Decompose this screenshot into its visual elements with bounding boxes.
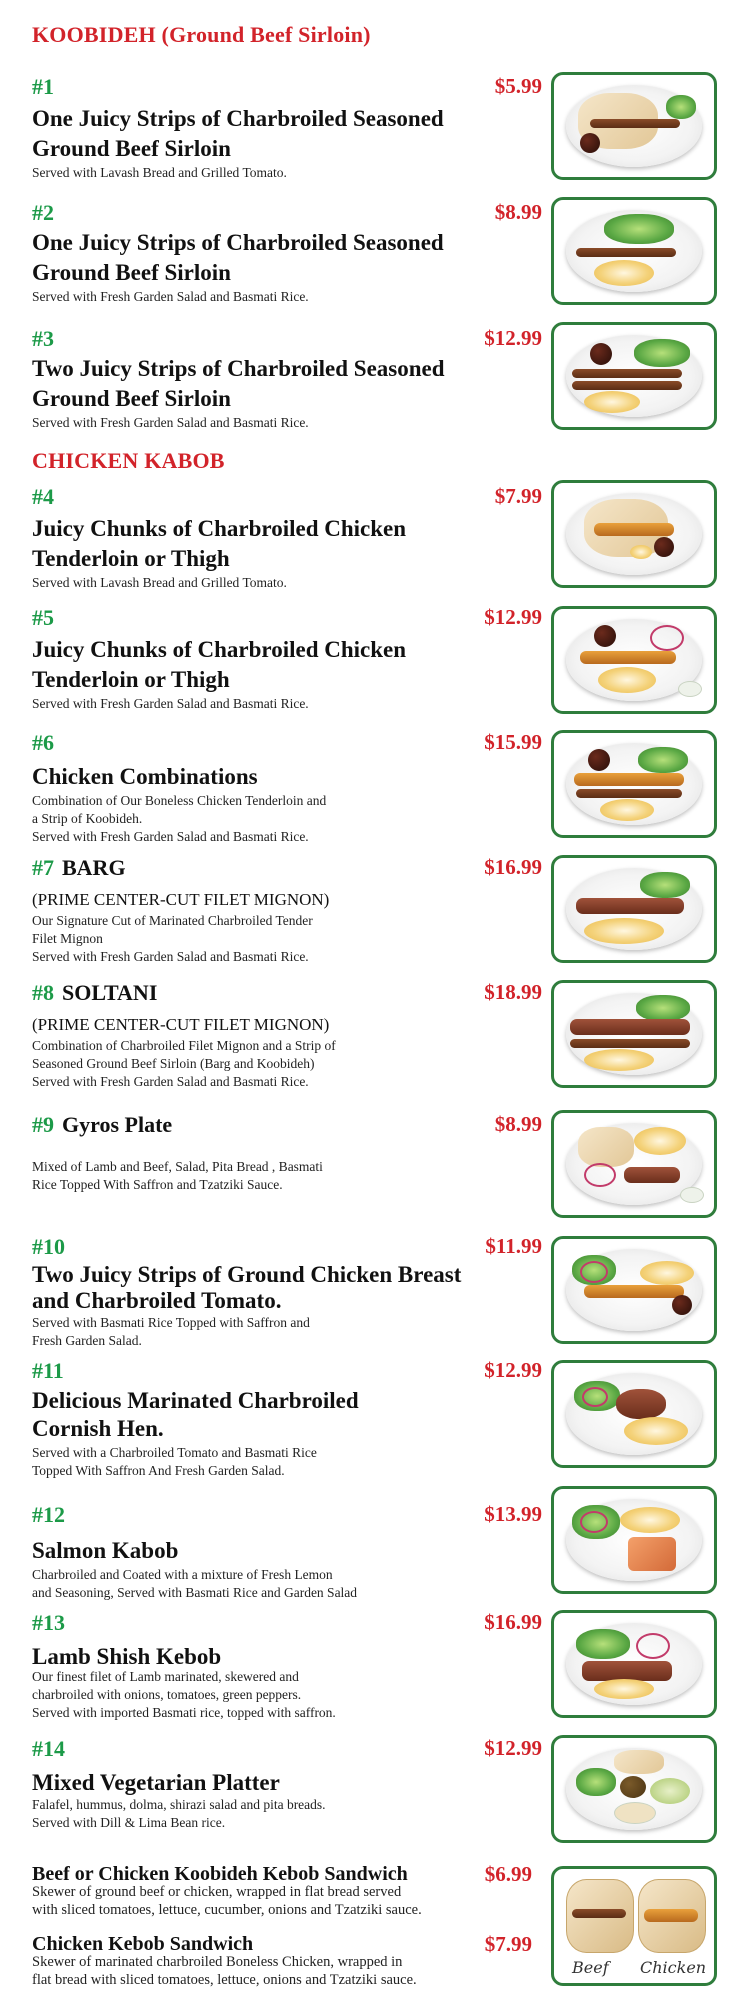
chicken-lavash-plate-icon — [551, 480, 717, 588]
item-price: $18.99 — [484, 980, 542, 1004]
item-number: #3 — [32, 326, 54, 351]
item-number: #14 — [32, 1736, 65, 1761]
item-title-line: One Juicy Strips of Charbroiled Seasoned — [32, 230, 444, 255]
item-price: $15.99 — [484, 730, 542, 754]
item-price: $12.99 — [484, 326, 542, 350]
vegetarian-platter-icon — [551, 1735, 717, 1843]
item-description: Served with imported Basmati rice, topped with saffron. — [32, 1705, 336, 1720]
item-title-line: Two Juicy Strips of Ground Chicken Breast — [32, 1262, 462, 1287]
barg-plate-icon — [551, 855, 717, 963]
item-description: Served with Dill & Lima Bean rice. — [32, 1815, 226, 1830]
salmon-plate-icon — [551, 1486, 717, 1594]
item-price: $12.99 — [484, 605, 542, 629]
item-title-line: Delicious Marinated Charbroiled — [32, 1388, 359, 1413]
menu-item — [32, 1610, 542, 1730]
section-header-chicken: CHICKEN KABOB — [32, 448, 225, 473]
menu-item — [32, 605, 542, 711]
item-price: $7.99 — [494, 484, 542, 508]
item-price: $13.99 — [484, 1502, 542, 1526]
item-title: SOLTANI — [62, 980, 158, 1005]
item-description: Fresh Garden Salad. — [32, 1333, 142, 1348]
item-price: $16.99 — [484, 1610, 542, 1634]
item-price: $8.99 — [494, 1112, 542, 1136]
item-price: $16.99 — [484, 855, 542, 879]
item-number: #11 — [32, 1358, 64, 1383]
sandwich-price: $7.99 — [484, 1932, 532, 1956]
item-title-line: Juicy Chunks of Charbroiled Chicken — [32, 516, 407, 541]
sandwich-description: Skewer of ground beef or chicken, wrapped in flat bread served — [32, 1884, 402, 1900]
koobideh-rice-plate-icon — [551, 197, 717, 305]
menu-item — [32, 1502, 542, 1602]
menu-item — [32, 484, 542, 590]
section-header-koobideh: KOOBIDEH (Ground Beef Sirloin) — [32, 22, 371, 47]
item-description: Served with a Charbroiled Tomato and Basmati Rice — [32, 1445, 317, 1460]
sandwich-caption-beef: Beef — [572, 1958, 609, 1977]
item-price: $8.99 — [494, 200, 542, 224]
item-description: Our finest filet of Lamb marinated, skewered and — [32, 1669, 299, 1684]
item-title-line: Lamb Shish Kebob — [32, 1644, 222, 1669]
item-number: #9 Gyros Plate — [32, 1112, 173, 1137]
item-number: #5 — [32, 605, 54, 630]
item-description: Rice Topped With Saffron and Tzatziki Sauce. — [32, 1177, 283, 1192]
item-description: Mixed of Lamb and Beef, Salad, Pita Bread , Basmati — [32, 1159, 323, 1174]
item-title-line: Ground Beef Sirloin — [32, 386, 231, 411]
item-description: Served with Basmati Rice Topped with Saffron and — [32, 1315, 310, 1330]
item-title-line: Tenderloin or Thigh — [32, 546, 230, 571]
item-title: BARG — [62, 855, 126, 880]
menu-item — [32, 200, 542, 310]
cornish-hen-plate-icon — [551, 1360, 717, 1468]
item-description: Seasoned Ground Beef Sirloin (Barg and Koobideh) — [32, 1056, 315, 1071]
item-price: $11.99 — [485, 1234, 542, 1258]
menu-item — [32, 730, 542, 850]
item-description: Filet Mignon — [32, 931, 103, 946]
item-description: Combination of Charbroiled Filet Mignon and a Strip of — [32, 1038, 336, 1053]
item-description: Served with Fresh Garden Salad and Basmati Rice. — [32, 829, 309, 844]
sandwich-title: Beef or Chicken Koobideh Kebob Sandwich — [32, 1863, 408, 1885]
menu-item — [32, 1112, 542, 1212]
item-title: Gyros Plate — [62, 1112, 173, 1137]
item-number: #6 — [32, 730, 54, 755]
item-description: Combination of Our Boneless Chicken Tenderloin and — [32, 793, 327, 808]
item-description: Our Signature Cut of Marinated Charbroiled Tender — [32, 913, 313, 928]
item-description: Served with Lavash Bread and Grilled Tomato. — [32, 575, 287, 590]
chicken-rice-plate-icon — [551, 606, 717, 714]
item-number: #2 — [32, 200, 54, 225]
koobideh-lavash-plate-icon — [551, 72, 717, 180]
item-description: Served with Lavash Bread and Grilled Tomato. — [32, 165, 287, 180]
item-price: $5.99 — [494, 74, 542, 98]
sandwich-description: Skewer of marinated charbroiled Boneless Chicken, wrapped in — [32, 1954, 403, 1970]
menu-item — [32, 1736, 542, 1836]
menu-item — [32, 980, 542, 1100]
menu-item — [32, 1234, 542, 1354]
item-description: Served with Fresh Garden Salad and Basmati Rice. — [32, 415, 309, 430]
item-title-line: Two Juicy Strips of Charbroiled Seasoned — [32, 356, 445, 381]
item-number: #4 — [32, 484, 54, 509]
sandwich-description: with sliced tomatoes, lettuce, cucumber, onions and Tzatziki sauce. — [32, 1902, 422, 1918]
item-title-line: Cornish Hen. — [32, 1416, 164, 1441]
item-description: Falafel, hummus, dolma, shirazi salad and pita breads. — [32, 1797, 326, 1812]
sandwich-price: $6.99 — [484, 1862, 532, 1886]
item-title-line: Ground Beef Sirloin — [32, 136, 231, 161]
item-title-line: and Charbroiled Tomato. — [32, 1288, 282, 1313]
item-description: a Strip of Koobideh. — [32, 811, 143, 826]
item-number: #1 — [32, 74, 54, 99]
sandwich-title: Chicken Kebob Sandwich — [32, 1933, 254, 1955]
item-number: #10 — [32, 1234, 65, 1259]
menu-item — [32, 74, 542, 184]
soltani-plate-icon — [551, 980, 717, 1088]
sandwich-item — [32, 1932, 542, 1992]
menu-item — [32, 1358, 542, 1478]
item-title-line: Ground Beef Sirloin — [32, 260, 231, 285]
item-subtitle: (PRIME CENTER-CUT FILET MIGNON) — [32, 890, 330, 909]
item-number: #13 — [32, 1610, 65, 1635]
item-price: $12.99 — [484, 1736, 542, 1760]
item-title-line: Chicken Combinations — [32, 764, 258, 789]
item-description: Topped With Saffron And Fresh Garden Salad. — [32, 1463, 285, 1478]
item-description: Served with Fresh Garden Salad and Basmati Rice. — [32, 289, 309, 304]
item-description: and Seasoning, Served with Basmati Rice and Garden Salad — [32, 1585, 358, 1600]
chicken-combo-plate-icon — [551, 730, 717, 838]
item-price: $12.99 — [484, 1358, 542, 1382]
item-description: charbroiled with onions, tomatoes, green peppers. — [32, 1687, 302, 1702]
menu-item — [32, 855, 542, 975]
item-description: Charbroiled and Coated with a mixture of Fresh Lemon — [32, 1567, 333, 1582]
item-title-line: Juicy Chunks of Charbroiled Chicken — [32, 637, 407, 662]
item-description: Served with Fresh Garden Salad and Basmati Rice. — [32, 696, 309, 711]
item-title-line: Salmon Kabob — [32, 1538, 179, 1563]
sandwich-wraps-icon — [551, 1866, 717, 1986]
double-koobideh-plate-icon — [551, 322, 717, 430]
item-number: #12 — [32, 1502, 65, 1527]
item-title-line: Mixed Vegetarian Platter — [32, 1770, 280, 1795]
sandwich-item — [32, 1862, 542, 1922]
sandwich-caption-chicken: Chicken — [640, 1958, 707, 1977]
chicken-koobideh-plate-icon — [551, 1236, 717, 1344]
item-subtitle: (PRIME CENTER-CUT FILET MIGNON) — [32, 1015, 330, 1034]
item-number: #8 SOLTANI — [32, 980, 158, 1005]
lamb-shish-plate-icon — [551, 1610, 717, 1718]
menu-item — [32, 326, 542, 436]
item-description: Served with Fresh Garden Salad and Basmati Rice. — [32, 949, 309, 964]
item-number: #7 BARG — [32, 855, 126, 880]
gyros-plate-icon — [551, 1110, 717, 1218]
item-description: Served with Fresh Garden Salad and Basmati Rice. — [32, 1074, 309, 1089]
sandwich-description: flat bread with sliced tomatoes, lettuce, onions and Tzatziki sauce. — [32, 1972, 417, 1988]
item-title-line: One Juicy Strips of Charbroiled Seasoned — [32, 106, 444, 131]
item-title-line: Tenderloin or Thigh — [32, 667, 230, 692]
